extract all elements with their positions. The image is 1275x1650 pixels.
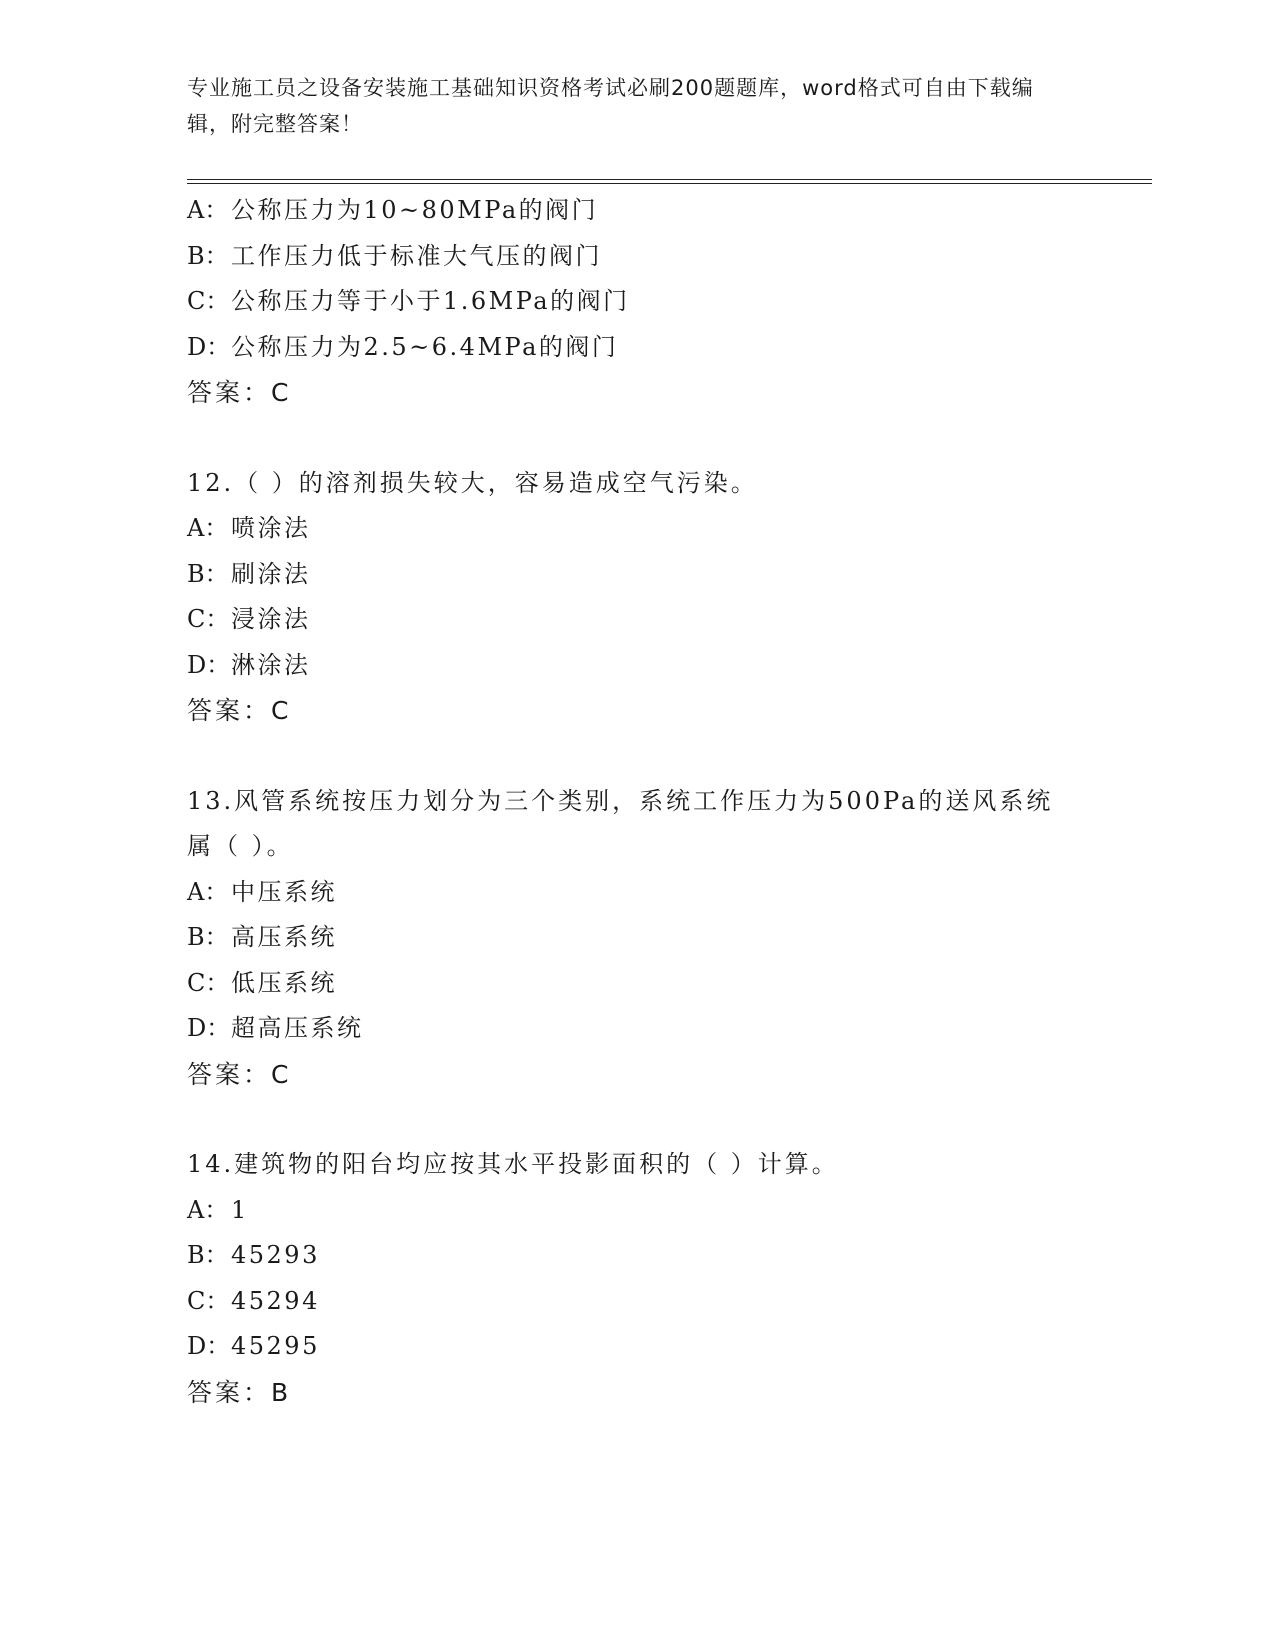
option-label: A：: [187, 1195, 229, 1224]
option-text: 1: [231, 1195, 249, 1224]
option-text: 超高压系统: [231, 1014, 364, 1042]
option-a: [187, 188, 1152, 234]
option-a: [187, 870, 1152, 916]
option-d: [187, 643, 1152, 689]
spacer: [187, 1097, 1152, 1142]
option-b: [187, 1233, 1152, 1279]
option-text: 刷涂法: [231, 559, 311, 588]
option-label: D：: [187, 1332, 231, 1360]
option-d: [187, 1006, 1152, 1052]
question-list: [187, 188, 1152, 1415]
option-label: B：: [187, 1241, 229, 1269]
option-text: 45295: [231, 1332, 320, 1360]
question-text: 14.建筑物的阳台均应按其水平投影面积的（ ）计算。: [187, 1150, 839, 1178]
option-label: A：: [187, 514, 229, 542]
option-text: 浸涂法: [231, 605, 311, 633]
option-text: 喷涂法: [231, 514, 311, 542]
answer-line: 答案：C: [187, 378, 292, 407]
question-13: [187, 779, 1152, 1098]
spacer: [187, 416, 1152, 461]
question-12: [187, 461, 1152, 734]
document-header: 专业施工员之设备安装施工基础知识资格考试必刷200题题库，word格式可自由下载编辑，附完整答案！: [187, 76, 1034, 136]
question-text: 13.风管系统按压力划分为三个类别，系统工作压力为500Pa的送风系统属（ ）。: [187, 786, 1054, 860]
option-text: 低压系统: [231, 968, 337, 997]
question-14: [187, 1142, 1152, 1415]
option-c: [187, 1279, 1152, 1325]
option-c: [187, 597, 1152, 643]
option-text: 中压系统: [231, 877, 337, 906]
option-label: C：: [187, 605, 230, 633]
option-a: [187, 1188, 1152, 1234]
option-text: 45294: [231, 1286, 320, 1315]
option-c: [187, 279, 1152, 325]
option-text: 公称压力为10~80MPa的阀门: [231, 196, 599, 224]
option-label: A：: [187, 196, 229, 224]
option-label: B：: [187, 923, 229, 951]
option-b: [187, 552, 1152, 598]
option-text: 45293: [231, 1241, 320, 1269]
option-label: D：: [187, 1014, 231, 1042]
option-text: 公称压力等于小于1.6MPa的阀门: [231, 287, 630, 315]
header-divider-thick: [187, 179, 1152, 180]
option-label: B：: [187, 241, 229, 270]
option-label: D：: [187, 332, 231, 361]
option-b: [187, 915, 1152, 961]
option-label: B：: [187, 559, 229, 588]
option-c: [187, 961, 1152, 1007]
option-text: 工作压力低于标准大气压的阀门: [231, 241, 602, 270]
header-divider-thin: [187, 183, 1152, 184]
question-11: [187, 188, 1152, 416]
spacer: [187, 734, 1152, 779]
option-a: [187, 506, 1152, 552]
answer-line: 答案：C: [187, 696, 292, 725]
option-text: 淋涂法: [231, 650, 311, 679]
question-text: 12.（ ）的溶剂损失较大，容易造成空气污染。: [187, 468, 758, 497]
option-d: [187, 325, 1152, 371]
answer-line: 答案：B: [187, 1377, 292, 1407]
option-label: C：: [187, 968, 230, 997]
option-label: A：: [187, 877, 229, 906]
answer-line: 答案：C: [187, 1059, 292, 1089]
document-page: [187, 70, 1152, 1407]
option-label: C：: [187, 1286, 230, 1315]
option-text: 公称压力为2.5~6.4MPa的阀门: [231, 332, 619, 361]
option-d: [187, 1324, 1152, 1370]
option-label: C：: [187, 287, 230, 315]
option-b: [187, 234, 1152, 280]
option-label: D：: [187, 650, 231, 679]
option-text: 高压系统: [231, 923, 337, 951]
